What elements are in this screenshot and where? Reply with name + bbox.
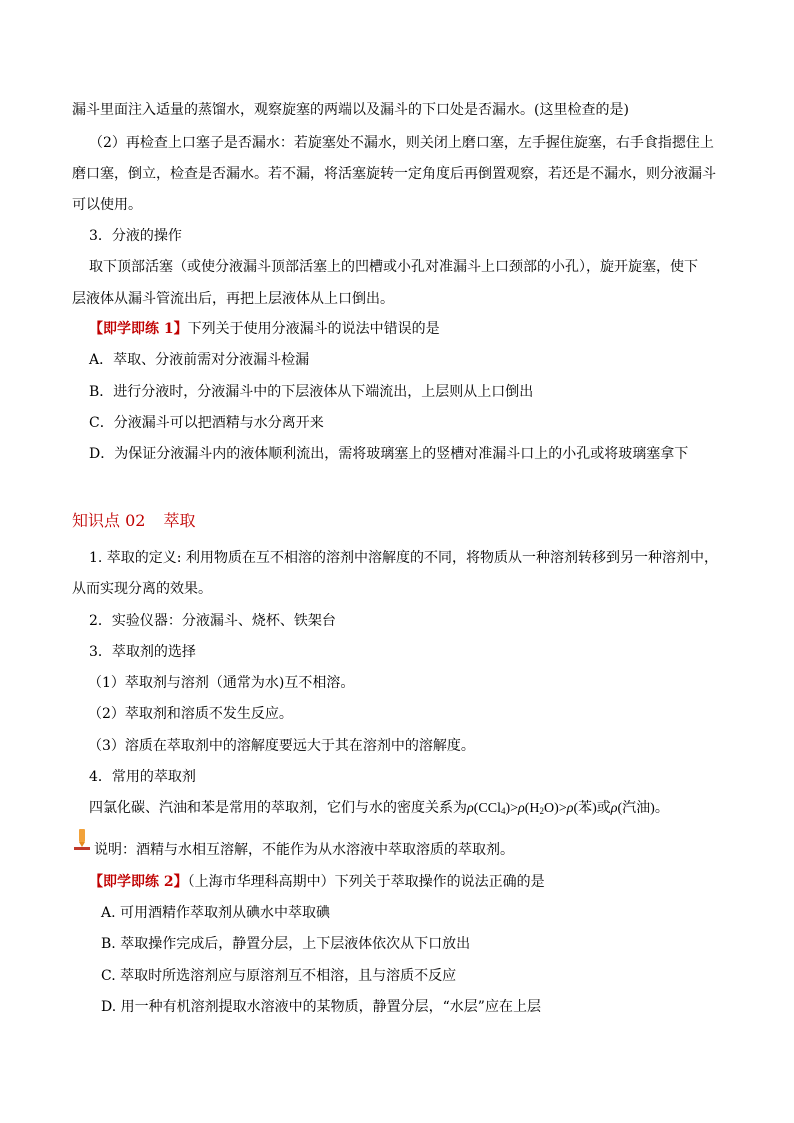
common-heading: 4．常用的萃取剂 bbox=[89, 769, 196, 785]
exercise-1-option-b: B．进行分液时，分液漏斗中的下层液体从下端流出，上层则从上口倒出 bbox=[89, 384, 534, 400]
exercise-2-stem bbox=[89, 872, 545, 892]
exercise-2-option-c: C. 萃取时所选溶剂应与原溶剂互不相溶，且与溶质不反应 bbox=[101, 968, 457, 984]
section-heading bbox=[72, 510, 195, 532]
ccl4-close: )> bbox=[505, 801, 519, 816]
common-solvents-line bbox=[89, 798, 669, 819]
operation-heading: 3．分液的操作 bbox=[89, 228, 182, 244]
benzene-term: (苯)或 bbox=[573, 801, 611, 816]
choice-heading: 3．萃取剂的选择 bbox=[89, 644, 196, 660]
intro-line-1: 漏斗里面注入适量的蒸馏水，观察旋塞的两端以及漏斗的下口处是否漏水。(这里检查的是) bbox=[72, 102, 629, 118]
rho-symbol: ρ bbox=[566, 801, 574, 816]
section-title: 萃取 bbox=[163, 511, 196, 530]
exercise-2-option-a: A. 可用酒精作萃取剂从碘水中萃取碘 bbox=[101, 905, 331, 921]
exercise-1-option-a: A．萃取、分液前需对分液漏斗检漏 bbox=[89, 352, 310, 368]
rho-symbol: ρ bbox=[610, 801, 618, 816]
ccl4-subscript: 4 bbox=[500, 806, 506, 816]
exercise-2-option-b: B. 萃取操作完成后，静置分层，上下层液体依次从下口放出 bbox=[101, 936, 471, 952]
common-solvents-text: 四氯化碳、汽油和苯是常用的萃取剂，它们与水的密度关系为 bbox=[89, 800, 467, 816]
exercise-1-tag: 【即学即练 1】 bbox=[89, 321, 188, 337]
water-subscript: 2 bbox=[539, 806, 545, 816]
water-close: O)> bbox=[544, 801, 567, 816]
choice-item-1: （1）萃取剂与溶剂（通常为水)互不相溶。 bbox=[88, 675, 355, 691]
gasoline-term: (汽油)。 bbox=[617, 801, 669, 816]
rho-symbol: ρ bbox=[518, 801, 525, 816]
operation-line-1: 取下顶部活塞（或使分液漏斗顶部活塞上的凹槽或小孔对准漏斗上口颈部的小孔），旋开旋塞，使下 bbox=[89, 259, 698, 275]
intro-line-4: 可以使用。 bbox=[72, 197, 142, 213]
ccl4-formula: (CCl bbox=[473, 801, 501, 816]
rho-symbol: ρ bbox=[467, 801, 474, 816]
density-relation bbox=[467, 801, 669, 816]
pencil-note-icon bbox=[72, 827, 92, 853]
definition-line-1: 1. 萃取的定义: 利用物质在互不相溶的溶剂中溶解度的不同，将物质从一种溶剂转移到另一种溶剂中， bbox=[89, 550, 718, 566]
exercise-1-stem bbox=[89, 319, 440, 339]
exercise-2-option-d: D. 用一种有机溶剂提取水溶液中的某物质，静置分层，“水层”应在上层 bbox=[101, 999, 541, 1015]
choice-item-2: （2）萃取剂和溶质不发生反应。 bbox=[88, 706, 293, 722]
intro-line-2: （2）再检查上口塞子是否漏水：若旋塞处不漏水，则关闭上磨口塞，左手握住旋塞，右手食指摁住上 bbox=[89, 135, 714, 151]
exercise-1-question: 下列关于使用分液漏斗的说法中错误的是 bbox=[187, 321, 440, 337]
choice-item-3: （3）溶质在萃取剂中的溶解度要远大于其在溶剂中的溶解度。 bbox=[88, 738, 475, 754]
definition-line-2: 从而实现分离的效果。 bbox=[72, 581, 212, 597]
exercise-2-tag: 【即学即练 2】 bbox=[89, 874, 188, 890]
section-number: 知识点 02 bbox=[72, 511, 146, 530]
exercise-1-option-c: C．分液漏斗可以把酒精与水分离开来 bbox=[89, 415, 324, 431]
note-text: 说明：酒精与水相互溶解，不能作为从水溶液中萃取溶质的萃取剂。 bbox=[94, 842, 514, 858]
water-formula: (H bbox=[524, 801, 540, 816]
instruments-line: 2．实验仪器：分液漏斗、烧杯、铁架台 bbox=[89, 613, 336, 629]
intro-line-3: 磨口塞，倒立，检查是否漏水。若不漏，将活塞旋转一定角度后再倒置观察，若还是不漏水，则分液漏斗 bbox=[72, 166, 716, 182]
exercise-2-question: （上海市华理科高期中）下列关于萃取操作的说法正确的是 bbox=[187, 874, 545, 890]
exercise-1-option-d: D．为保证分液漏斗内的液体顺利流出，需将玻璃塞上的竖槽对准漏斗口上的小孔或将玻璃塞拿下 bbox=[89, 446, 689, 462]
operation-line-2: 层液体从漏斗管流出后，再把上层液体从上口倒出。 bbox=[72, 291, 394, 307]
